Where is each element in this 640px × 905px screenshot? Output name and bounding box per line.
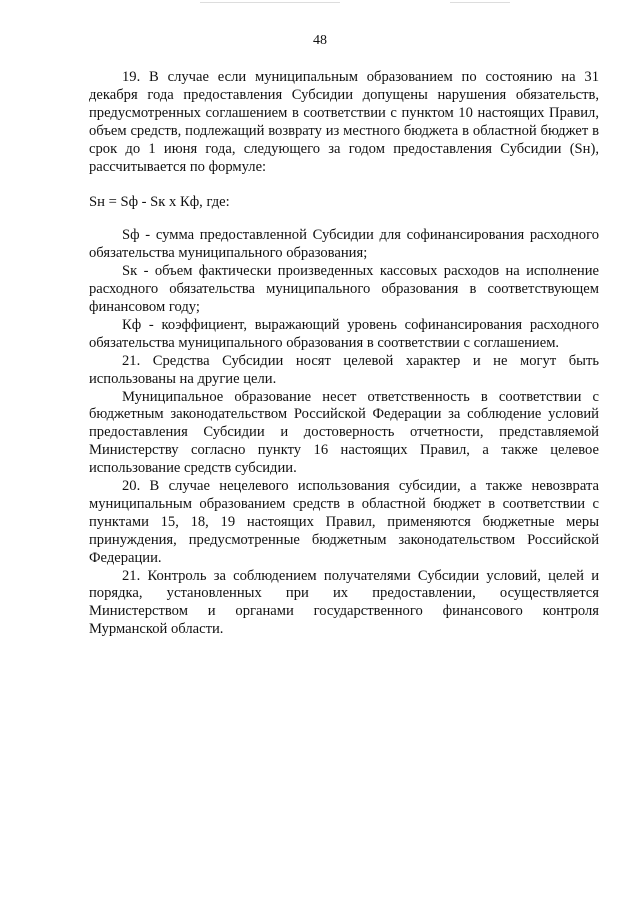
definition-kf: Кф - коэффициент, выражающий уровень софинансирования расходного обязательства муниципального образования в соответствии с соглашением. [89, 316, 599, 351]
paragraph-20: 20. В случае нецелевого использования субсидии, а также невозврата муниципальным образованием средств в областной бюджет в соответствии с пунктами 15, 18, 19 настоящих Правил, применяются бюджетные меры принуждения, предусмотренные бюджетным законодательством Российской Федерации. [89, 478, 599, 566]
paragraph-21-control: 21. Контроль за соблюдением получателями Субсидии условий, целей и порядка, установленных при их предоставлении, осуществляется Министерством и органами государственного финансового контроля Мурманской области. [89, 567, 599, 638]
paragraph-19: 19. В случае если муниципальным образованием по состоянию на 31 декабря года предоставления Субсидии допущены нарушения обязательств, предусмотренных соглашением в соответствии с пунктом 10 настоящих Правил, объем средств, подлежащий возврату из местного бюджета в областной бюджет в срок до 1 июня года, следующего за годом предоставления Субсидии (Sн), рассчитывается по формуле: [89, 69, 599, 175]
page-number: 48 [313, 33, 327, 48]
definition-sk: Sк - объем фактически произведенных кассовых расходов на исполнение расходного обязательства муниципального образования в соответствующем финансовом году; [89, 263, 599, 315]
document-body [89, 69, 599, 639]
formula: Sн = Sф - Sк х Кф, где: [89, 194, 230, 211]
scan-artifact [450, 2, 510, 3]
scan-artifact [200, 2, 340, 3]
definition-sf: Sф - сумма предоставленной Субсидии для софинансирования расходного обязательства муниципального образования; [89, 227, 599, 262]
paragraph-responsibility: Муниципальное образование несет ответственность в соответствии с бюджетным законодательством Российской Федерации за соблюдение условий предоставления Субсидии и достоверность отчетности, представляемой Министерству согласно пункту 16 настоящих Правил, а также целевое использование средств субсидии. [89, 388, 599, 477]
paragraph-21-target-use: 21. Средства Субсидии носят целевой характер и не могут быть использованы на другие цели. [89, 352, 599, 387]
